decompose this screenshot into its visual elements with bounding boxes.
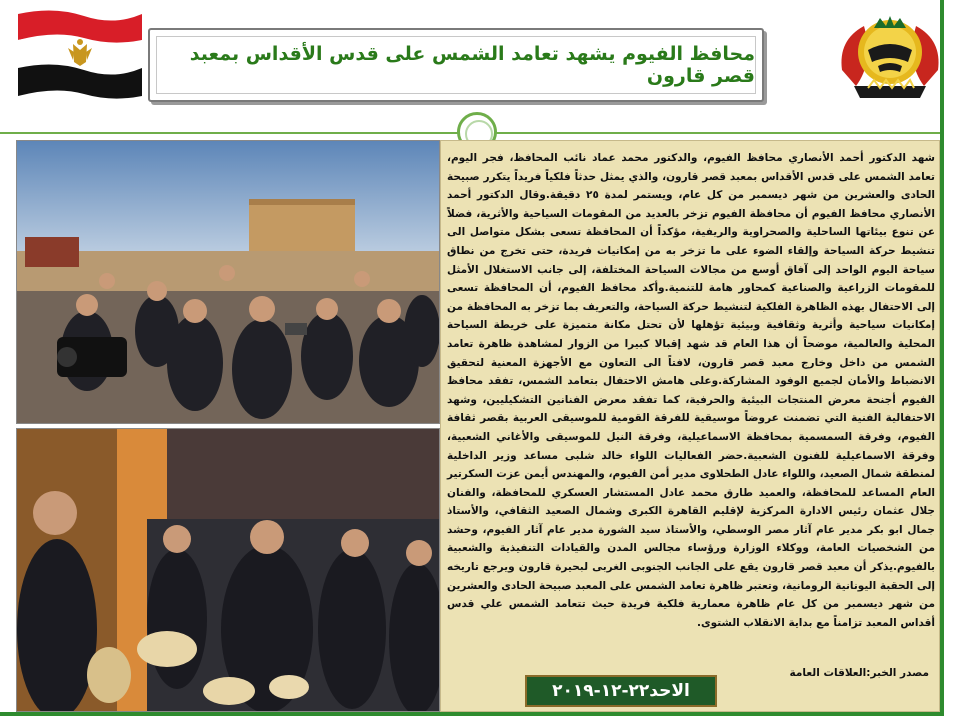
photo-exhibition-tour xyxy=(16,428,440,712)
fayoum-governorate-logo-icon xyxy=(834,10,946,100)
photo-temple-visit xyxy=(16,140,440,424)
page-title: محافظ الفيوم يشهد تعامد الشمس على قدس الأقداس بمعبد قصر قارون xyxy=(189,43,755,87)
article-panel xyxy=(440,140,940,712)
headline-box xyxy=(148,28,764,102)
news-source: مصدر الخبر:العلاقات العامة xyxy=(789,667,929,679)
article-body: شهد الدكتور أحمد الأنصاري محافظ الفيوم، والدكتور محمد عماد نائب المحافظ، فجر اليوم، تعامد الشمس على قدس الأقداس بمعبد قصر قارون، والذي يمثل حدثاً فلكياً فريداً يتكرر صبيحة الحادى والعشرين من شهر ديسمبر من كل عام، ويستمر لمدة ٢٥ دقيقة.وقال الدكتور أحمد الأنصاري محافظ الفيوم أن محافظة الفيوم تزخر بالعديد من المقومات السياحية والأثرية، فضلاً عن تنوع بيئاتها الساحلية والصحراوية والريفية، مؤكداً أن المحافظة تسعى بشكل متواصل الى تنشيط حركة السياحة وإلقاء الضوء على ما تزخر به من إمكانيات فريدة، حتى تخرج من نطاق سياحة اليوم الواحد إلى آفاق أوسع من مجالات السياحة المختلفة، إلى جانب الاستغلال الأمثل للمقومات الزراعية والصناعية كمحاور هامة للتنمية.وأكد محافظ الفيوم، أن المحافظة تسعى إلى الاحتفال بهذه الظاهرة الفلكية لتنشيط حركة السياحة، والتعريف بما تزخر به المحافظة من إمكانيات سياحية وأثرية وثقافية وبيئية تؤهلها لأن تحتل مكانة متميزة على خريطة السياحة المحلية والعالمية، موضحاً أن هذا العام قد شهد إقبالا كبيرا من الزوار لمشاهدة ظاهرة تعامد الشمس من داخل وخارج معبد قصر قارون، لافتاً الى التعاون مع الأجهزة المعنية لتحقيق الانضباط والأمان لجميع الوفود المشاركة.وعلى هامش الاحتفال بتعامد الشمس، تفقد محافظ الفيوم أجنحة معرض المنتجات البيئية والحرفية، كما تفقد معرض الفنانين التشكيليين، وشهد الاحتفالية الفنية التي تضمنت عروضاً موسيقية للفرقة القومية للموسيقى العربية بقصر ثقافة الفيوم، وفرقة السمسمية بمحافظة الاسماعيلية، وفرقة النيل للموسيقى والأغاني الشعبية، وفرقة الاسماعيلية للفنون الشعبية.حضر الفعاليات اللواء خالد شلبى مساعد وزير الداخلية لمنطقة شمال الصعيد، واللواء عادل الطحلاوى مدير أمن الفيوم، والمهندس أيمن عزت السكرتير العام المساعد للمحافظة، والعميد طارق محمد عادل المستشار العسكري للمحافظة، والفنان جلال عثمان رئيس الادارة المركزية لإقليم القاهرة الكبرى وشمال الصعيد الثقافي، والأستاذ جمال ابو بكر مدير عام آثار مصر الوسطي، والأستاذ سيد الشورة مدير عام آثار الفيوم، وحشد من الشخصيات العامة، ووكلاء الوزارة ورؤساء مجالس المدن والقيادات التنفيذية والشعبية بالفيوم.يذكر أن معبد قصر قارون يقع على الجانب الجنوبى الغربى لبحيرة قارون ويرجع تاريخه إلى الحقبة اليونانية الرومانية، وتعتبر ظاهرة تعامد الشمس على المعبد صبيحة الحادى والعشرين من شهر ديسمبر من كل عام ظاهرة معمارية فلكية فريدة حيث تتعامد الشمس علي قدس أقداس المعبد تزامناً مع بداية الانقلاب الشتوى. xyxy=(447,152,935,629)
egypt-flag-icon xyxy=(14,8,146,100)
date-badge xyxy=(525,675,717,707)
article-date: الاحد٢٢-١٢-٢٠١٩ xyxy=(552,681,690,701)
